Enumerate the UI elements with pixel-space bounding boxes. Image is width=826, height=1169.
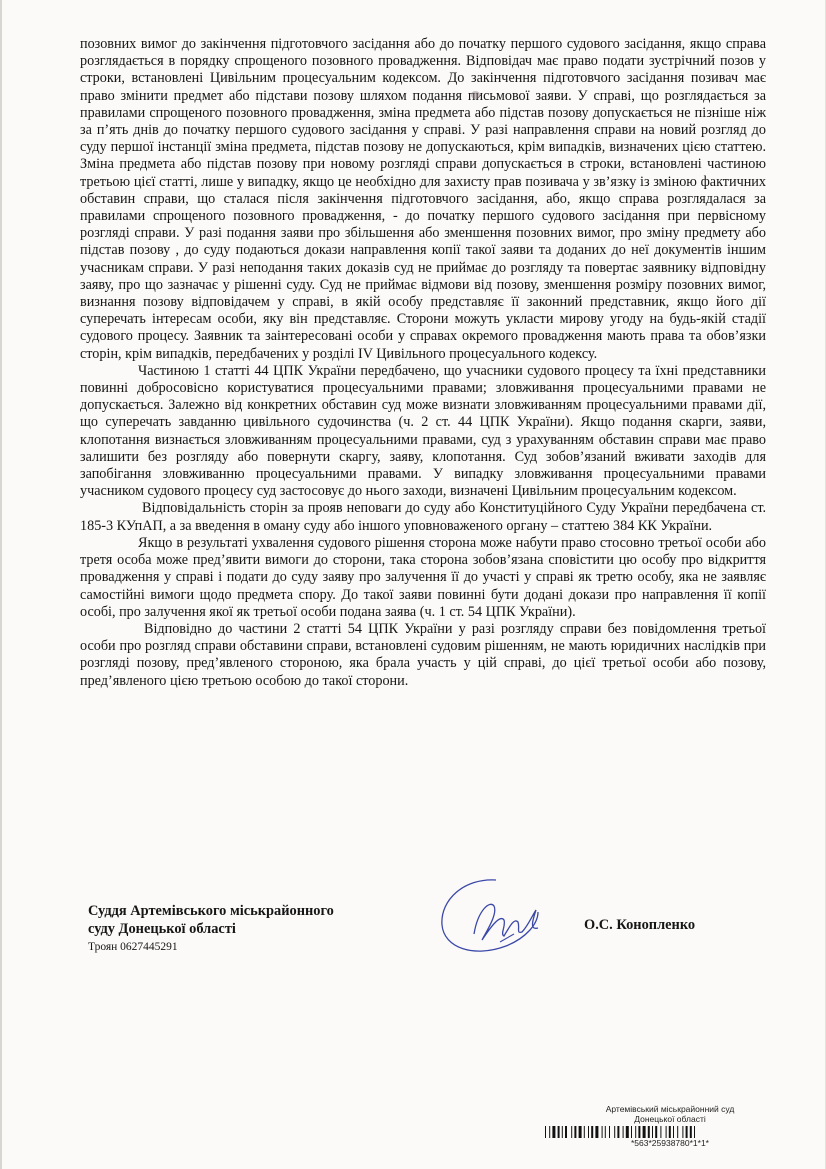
barcode-bar: [605, 1126, 606, 1138]
barcode-bar: [648, 1126, 650, 1138]
paragraph-article-54: Відповідно до частини 2 статті 54 ЦПК України у разі розгляду справи без повідомлення третьої особи про розгляд справи обставини справи, встановлені судовим рішенням, не мають юридичних наслідків при розгляді позову, пред’явленого стороною, яка брала участь у цій справі, до цієї третьої особи або позову, пред’явленого цією третьою особою до такої сторони.: [80, 620, 766, 689]
paragraph-article-44: Частиною 1 статті 44 ЦПК України передбачено, що учасники судового процесу та їхні представники повинні добросовісно користуватися процесуальними правами; зловживання процесуальними правами не допускається. Залежно від конкретних обставин суд може визнати зловживанням процесуальними правами дії, що суперечать завданню цивільного судочинства (ч. 2 ст. 44 ЦПК України). Якщо подання скарги, заяви, клопотання визнається зловживанням процесуальними правами, суд з урахуванням обставин справи має право залишити без розгляду або повернути скаргу, заяву, клопотання. Суд зобов’язаний вживати заходів для запобігання зловживанню процесуальними правами. У випадку зловживання процесуальними правами учасником судового процесу суд застосовує до нього заходи, визначені Цивільним процесуальним кодексом.: [80, 362, 766, 500]
barcode-bar: [655, 1126, 657, 1138]
paragraph-continuation: позовних вимог до закінчення підготовчого засідання або до початку першого судового засідання, якщо справа розглядається в порядку спрощеного позовного провадження. Відповідач має право подати зустрічний позов у строки, встановлені Цивільним процесуальним кодексом. До закінчення підготовчого засідання позивач має право змінити предмет або підстави позову шляхом подання письмової заяви. У справі, що розглядається за правилами спрощеного позовного провадження, зміна предмета або підстав позову допускається не пізніше ніж за п’ять днів до початку першого судового засідання у справі. У разі направлення справи на новий розгляд до суду першої інстанції зміна предмета, підстав позову не допускаються, крім випадків, визначених цією статтею. Зміна предмета або підстав позову при новому розгляді справи допускається в строки, встановлені частиною третьою цієї статті, лише у випадку, якщо це необхідно для захисту прав позивача у зв’язку із зміною фактичних обставин справи, що сталася після закінчення підготовчого засідання, або, якщо справа розглядалася за правилами спрощеного позовного провадження, - до початку першого судового засідання при первісному розгляді справи. У разі подання заяви про збільшення або зменшення позовних вимог, про зміну предмету або підстав позову , до суду подаються докази направлення копії такої заяви та доданих до неї документів іншим учасникам справи. У разі неподання таких доказів суд не приймає до розгляду та повертає заявнику відповідну заяву, про що зазначає у рішенні суду. Суд не приймає відмови від позову, зменшення розміру позовних вимог, визнання позову відповідачем у справі, в якій особу представляє її законний представник, якщо його дії суперечать інтересам особи, яку він представляє. Сторони можуть укласти мирову угоду на будь-якій стадії судового процесу. Заявник та заінтересовані особи у справах окремого провадження мають права та обов’язки сторін, крім випадків, передбачених у розділі IV Цивільного процесуального кодексу.: [80, 36, 766, 362]
signature-block: [88, 902, 408, 954]
barcode-bar: [595, 1126, 598, 1138]
barcode-bar: [638, 1126, 640, 1138]
barcode-bar: [682, 1126, 683, 1138]
document-body: [80, 36, 766, 690]
barcode-bar: [669, 1126, 671, 1138]
barcode-bar: [562, 1126, 563, 1138]
barcode-bar: [614, 1126, 615, 1138]
barcode-bar: [602, 1126, 603, 1138]
barcode-bar: [579, 1126, 582, 1138]
barcode-bar: [591, 1126, 593, 1138]
barcode-bar: [694, 1126, 695, 1138]
barcode-bar: [690, 1126, 692, 1138]
barcode-bar: [626, 1126, 629, 1138]
judge-title-line1: Суддя Артемівського міськрайонного: [88, 903, 334, 919]
barcode-bar: [584, 1126, 585, 1138]
barcode-bar: [686, 1126, 688, 1138]
court-name-line2: Донецької області: [634, 1114, 706, 1124]
barcode-bar: [565, 1126, 567, 1138]
barcode-bar: [643, 1126, 646, 1138]
barcode-number: *563*25938780*1*1*: [631, 1138, 709, 1148]
barcode-bar: [571, 1126, 572, 1138]
court-footer: [540, 1104, 800, 1148]
barcode: [545, 1126, 795, 1138]
judge-title-line2: суду Донецької області: [88, 921, 236, 937]
barcode-bar: [652, 1126, 653, 1138]
paragraph-third-party: Якщо в результаті ухвалення судового рішення сторона може набути право стосовно третьої особи або третя особа може пред’явити вимоги до сторони, така сторона зобов’язана сповістити цю особу про відкриття провадження у справі і подати до суду заяву про залучення її до участі у справі як третю особу, яка не заявляє самостійні вимоги щодо предмета спору. До такої заяви повинні бути додані докази про направлення її копії особі, про залучення якої як третьої особи подана заява (ч. 1 ст. 54 ЦПК України).: [80, 534, 766, 620]
ink-speck: [471, 91, 480, 99]
barcode-bar: [545, 1126, 546, 1138]
barcode-bar: [677, 1126, 678, 1138]
barcode-bar: [558, 1126, 560, 1138]
handwritten-signature: [434, 870, 564, 962]
barcode-bar: [574, 1126, 576, 1138]
barcode-bar: [635, 1126, 636, 1138]
barcode-bar: [631, 1126, 632, 1138]
barcode-bar: [552, 1126, 555, 1138]
barcode-bar: [617, 1126, 619, 1138]
court-name-line1: Артемівський міськрайонний суд: [605, 1104, 735, 1114]
barcode-bar: [660, 1126, 661, 1138]
barcode-bar: [549, 1126, 550, 1138]
paragraph-liability: Відповідальність сторін за прояв неповаги до суду або Конституційного Суду України передбачена ст. 185-3 КУпАП, а за введення в оману суду або іншого уповноваженого органу – статтею 384 КК України.: [80, 500, 766, 534]
barcode-bar: [673, 1126, 674, 1138]
barcode-bar: [609, 1126, 610, 1138]
prepared-by: Троян 0627445291: [88, 941, 178, 953]
barcode-bar: [623, 1126, 624, 1138]
judge-name: О.С. Конопленко: [584, 917, 696, 933]
barcode-bar: [666, 1126, 667, 1138]
barcode-bar: [588, 1126, 589, 1138]
